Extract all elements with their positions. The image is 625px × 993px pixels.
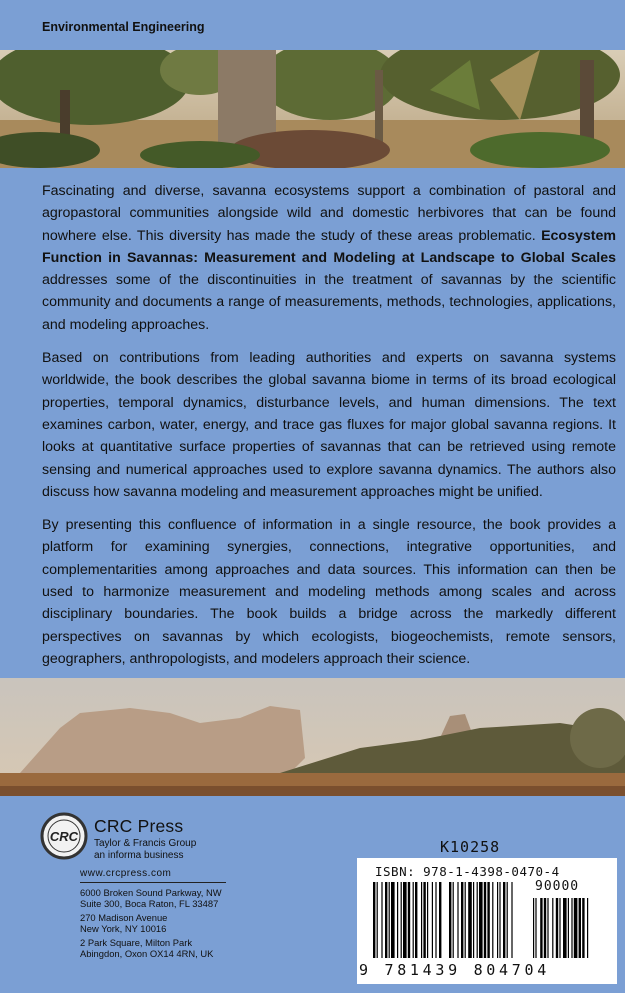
category-label: Environmental Engineering: [42, 20, 205, 34]
barcode-bar: [373, 882, 375, 958]
barcode-addon-bar: [533, 898, 534, 958]
barcode-bar: [435, 882, 436, 958]
publisher-block: [40, 812, 340, 982]
barcode-bar: [408, 882, 410, 958]
barcode-bar: [457, 882, 458, 958]
barcode-bar: [432, 882, 433, 958]
barcode-bar: [465, 882, 466, 958]
address-abingdon: [80, 937, 222, 960]
barcode-addon-bar: [582, 898, 584, 958]
back-cover-blurb: [42, 180, 616, 681]
crc-press-logo: [40, 812, 88, 860]
barcode-bar: [473, 882, 474, 958]
barcode-bar: [391, 882, 395, 958]
barcode-bar: [461, 882, 463, 958]
publisher-addresses: [80, 887, 222, 961]
barcode-bar: [479, 882, 483, 958]
barcode-addon-bar: [547, 898, 548, 958]
barcode-bar: [487, 882, 489, 958]
url-divider: [80, 882, 226, 883]
barcode-bar: [497, 882, 498, 958]
barcode-addon-bar: [556, 898, 558, 958]
savanna-landscape-photo: [0, 678, 625, 796]
book-code: K10258: [440, 838, 501, 856]
barcode-panel: [357, 858, 617, 984]
barcode-bar: [389, 882, 390, 958]
barcode-bar: [421, 882, 422, 958]
barcode-bar: [385, 882, 387, 958]
barcode-bar: [453, 882, 454, 958]
barcode-addon-bar: [540, 898, 542, 958]
barcode-addon-bar: [544, 898, 546, 958]
barcode-addon-bar: [563, 898, 567, 958]
barcode-addon-bar: [587, 898, 588, 958]
publisher-url[interactable]: www.crcpress.com: [80, 868, 172, 879]
barcode-bar: [401, 882, 402, 958]
barcode-bar: [484, 882, 486, 958]
publisher-informa: an informa business: [94, 850, 184, 861]
ean-digits: 9 781439 804704: [359, 961, 550, 979]
blurb-paragraph-2: Based on contributions from leading authorities and experts on savanna systems worldwide, the book describes the global savanna biome in terms of its broad ecological properties, temporal dynamics, disturbance levels, and human dimensions. The text examines carbon, water, energy, and trace gas fluxes for major global savanna regions. It looks at quantitative surface properties of savannas that can be retrieved using remote sensing and numerical approaches used to explore savanna dynamics. The authors also discuss how savanna modeling and measurement approaches might be unified.: [42, 350, 616, 500]
barcode-bar: [397, 882, 398, 958]
address-line: 2 Park Square, Milton Park: [80, 936, 193, 948]
blurb-paragraph-3: By presenting this confluence of information in a single resource, the book provides a platform for examining synergies, connections, integrative opportunities, and complementarities among approaches and data sources. This information can then be used to harmonize measurement and modeling methods among scales and across disciplinary boundaries. The book builds a bridge across the markedly different perspectives on savannas by which ecologists, biogeochemists, remote sensors, geographers, anthropologists, and modelers approach their science.: [42, 517, 616, 667]
barcode-bar: [381, 882, 382, 958]
address-line: New York, NY 10016: [80, 923, 167, 935]
barcode-addon-bar: [571, 898, 572, 958]
crc-logo-text: CRC: [49, 829, 79, 844]
barcode-addon-bar: [535, 898, 536, 958]
address-line: 6000 Broken Sound Parkway, NW: [80, 887, 222, 898]
barcode-bar: [413, 882, 414, 958]
barcode-bar: [427, 882, 428, 958]
barcode-bar: [468, 882, 472, 958]
barcode-bar: [439, 882, 441, 958]
barcode-bar: [415, 882, 417, 958]
publisher-name: CRC Press: [94, 816, 184, 836]
price-code: 90000: [535, 879, 580, 894]
barcode-addon-bar: [559, 898, 560, 958]
blurb-p1-end: addresses some of the discontinuities in the treatment of savannas by the scientific community and documents a range of measurements, methods, technologies, applications, and modeling approaches.: [42, 272, 616, 333]
barcode-bar: [377, 882, 378, 958]
barcode-bar: [477, 882, 478, 958]
barcode-bar: [507, 882, 508, 958]
blurb-paragraph-1: [42, 180, 616, 336]
address-line: Abingdon, Oxon OX14 4RN, UK: [80, 948, 214, 960]
barcode-addon-bar: [552, 898, 553, 958]
publisher-group: Taylor & Francis Group: [94, 838, 197, 849]
book-title-inline: Ecosystem Function in Savannas: Measurement and Modeling at Landscape to Global Scales: [42, 227, 616, 266]
barcode-addon-bar: [579, 898, 581, 958]
barcode-bar: [449, 882, 451, 958]
barcode-bar: [492, 882, 493, 958]
address-boca-raton: [80, 887, 222, 910]
address-line: 270 Madison Avenue: [80, 911, 168, 923]
barcode-bar: [403, 882, 407, 958]
barcode-addon-bar: [568, 898, 569, 958]
barcode-bar: [423, 882, 425, 958]
barcode-bar: [511, 882, 512, 958]
address-new-york: [80, 912, 222, 935]
address-line: Suite 300, Boca Raton, FL 33487: [80, 898, 219, 910]
isbn-number: ISBN: 978-1-4398-0470-4: [375, 864, 560, 879]
savanna-trees-photo: [0, 50, 625, 168]
barcode-addon-bar: [574, 898, 578, 958]
blurb-p1-start: Fascinating and diverse, savanna ecosystems support a combination of pastoral and agropastoral communities alongside wild and domestic herbivores that can be found nowhere else. This diversity has made the study of these areas problematic.: [42, 183, 616, 244]
barcode-bar: [499, 882, 500, 958]
barcode-bar: [503, 882, 505, 958]
